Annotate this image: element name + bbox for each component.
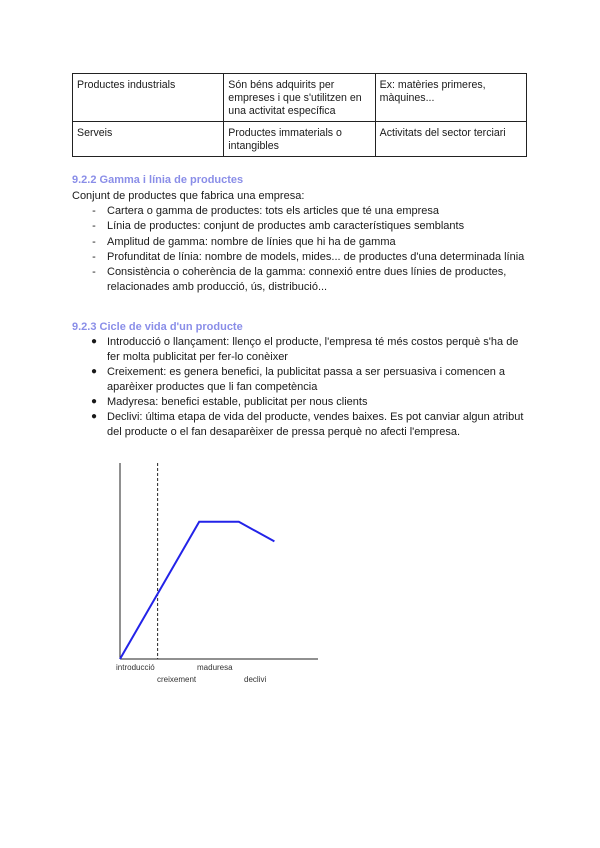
list-item-text: Declivi: última etapa de vida del producte, vendes baixes. Es pot canviar algun atribut del producte o el fan desaparèixer de pressa perquè no afecti l'empresa. [107, 411, 524, 439]
dash-marker: - [92, 205, 96, 217]
list-item [88, 265, 528, 295]
dash-marker: - [92, 220, 96, 233]
list-item-text: Profunditat de línia: nombre de models, mides... de productes d'una determinada línia [107, 250, 525, 263]
list-item-text: Amplitud de gamma: nombre de línies que hi ha de gamma [107, 235, 396, 248]
table-cell-definition: Són béns adquirits per empreses i que s'utilitzen en una activitat específica [224, 74, 375, 122]
bullet-marker: ● [90, 411, 98, 423]
stage-label-maduresa: maduresa [197, 663, 233, 672]
dash-marker: - [92, 235, 96, 248]
table-cell-definition: Productes immaterials o intangibles [224, 122, 375, 157]
list-item [88, 204, 528, 219]
table-row [73, 122, 527, 157]
list-item-text: Línia de productes: conjunt de productes amb característiques semblants [107, 220, 465, 233]
table-cell-type: Productes industrials [73, 74, 224, 122]
table-cell-type: Serveis [73, 122, 224, 157]
stage-label-creixement: creixement [157, 675, 197, 684]
sales-curve [120, 522, 274, 659]
list-item [88, 365, 528, 395]
list-item [88, 335, 528, 365]
dash-marker: - [92, 266, 96, 279]
bullet-marker: ● [90, 336, 98, 347]
list-item-text: Madyresa: benefici estable, publicitat per nous clients [107, 396, 368, 409]
list-item-text: Introducció o llançament: llenço el producte, l'empresa té més costos perquè s'ha de fer molta publicitat per fer-lo conèixer [107, 336, 519, 363]
list-item-text: Consistència o coherència de la gamma: connexió entre dues línies de productes, relacionades amb producció, ús, distribució... [107, 266, 507, 293]
table-cell-examples: Ex: matèries primeres, màquines... [375, 74, 526, 122]
dash-marker: - [92, 250, 96, 263]
gamma-list [88, 204, 528, 295]
section-heading-cicle: 9.2.3 Cicle de vida d'un producte [72, 321, 243, 333]
list-item [88, 395, 528, 410]
list-item-text: Creixement: es genera benefici, la publicitat passa a ser persuasiva i comencen a aparèixer productes que li fan competència [107, 366, 506, 393]
stage-label-declivi: declivi [244, 675, 267, 684]
section-heading-gamma: 9.2.2 Gamma i línia de productes [72, 174, 244, 186]
cicle-list [88, 335, 528, 441]
stage-label-introduccio: introducció [116, 663, 155, 672]
table-cell-examples: Activitats del sector terciari [375, 122, 526, 157]
bullet-marker: ● [90, 366, 98, 378]
list-item-text: Cartera o gamma de productes: tots els articles que té una empresa [107, 205, 440, 217]
list-item [88, 219, 528, 234]
product-types-table [72, 73, 527, 157]
bullet-marker: ● [90, 396, 98, 408]
gamma-intro: Conjunt de productes que fabrica una empresa: [72, 190, 305, 202]
table-row [73, 74, 527, 122]
list-item [88, 410, 528, 440]
list-item [88, 235, 528, 250]
list-item [88, 250, 528, 265]
product-lifecycle-chart [100, 455, 330, 690]
